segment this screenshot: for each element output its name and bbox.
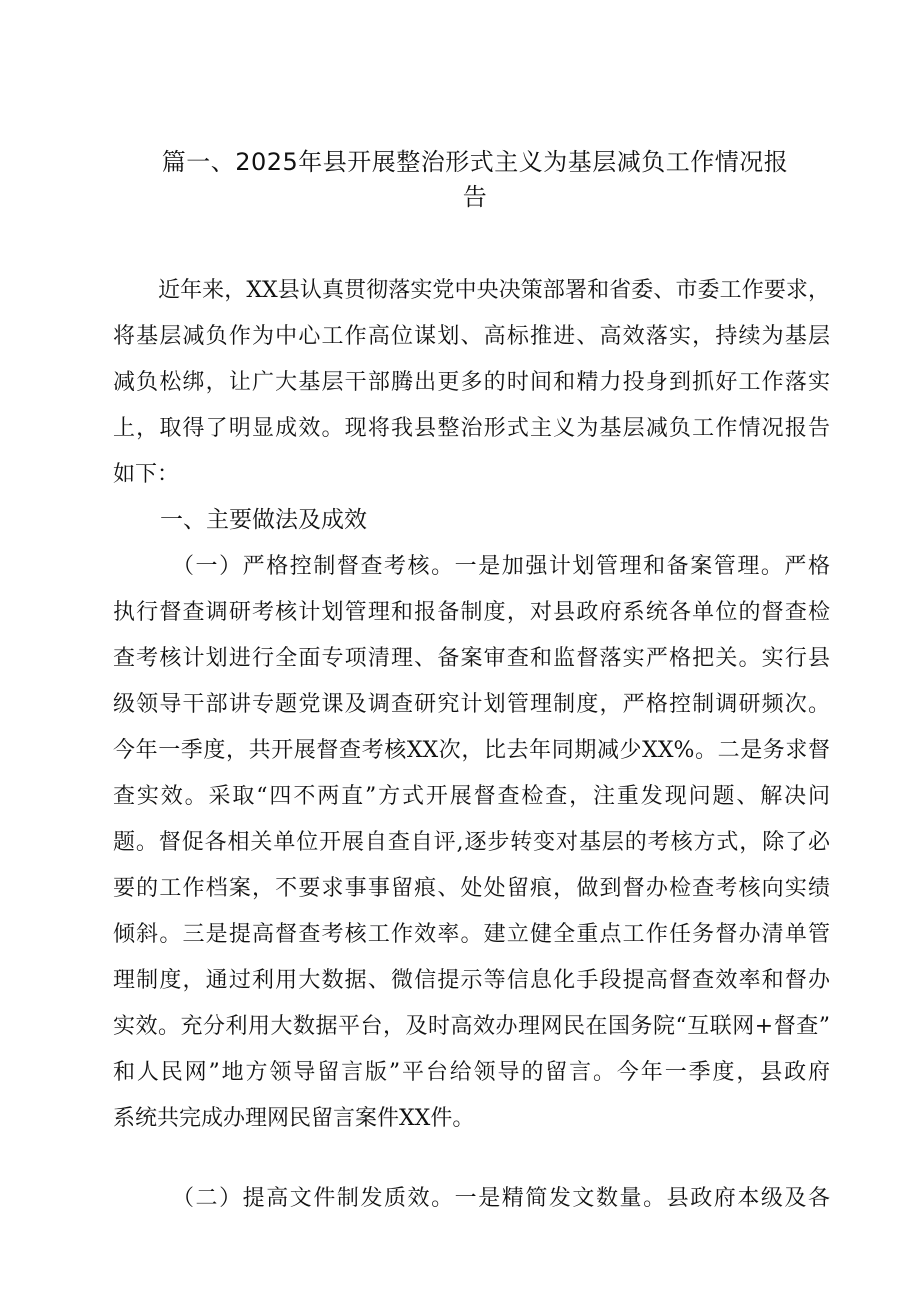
paragraph-line: 理制度，通过利用大数据、微信提示等信息化手段提高督查效率和督办 (113, 968, 830, 993)
document-title: 篇一、2025年县开展整治形式主义为基层减负工作情况报 (161, 148, 789, 176)
paragraph-line: 查实效。采取“四不两直”方式开展督查检查，注重发现问题、解决问 (113, 784, 830, 809)
paragraph-line: 近年来，XX县认真贯彻落实党中央决策部署和省委、市委工作要求， (158, 278, 830, 303)
paragraph-line: 查考核计划进行全面专项清理、备案审查和监督落实严格把关。实行县 (113, 646, 830, 671)
paragraph-line: （一）严格控制督查考核。一是加强计划管理和备案管理。严格 (172, 554, 830, 579)
paragraph-line: 级领导干部讲专题党课及调查研究计划管理制度，严格控制调研频次。 (113, 692, 830, 717)
paragraph-line: 要的工作档案，不要求事事留痕、处处留痕，做到督办检查考核向实绩 (113, 876, 830, 901)
paragraph-line: 如下： (113, 462, 180, 487)
document-title-continuation: 告 (462, 183, 488, 211)
paragraph-line: 将基层减负作为中心工作高位谋划、高标推进、高效落实，持续为基层 (113, 324, 830, 349)
paragraph-line: 执行督查调研考核计划管理和报备制度，对县政府系统各单位的督查检 (113, 600, 830, 625)
paragraph-line: 减负松绑，让广大基层干部腾出更多的时间和精力投身到抓好工作落实 (113, 370, 830, 395)
paragraph-line: 题。督促各相关单位开展自查自评,逐步转变对基层的考核方式，除了必 (113, 830, 830, 855)
section-heading: 一、主要做法及成效 (160, 507, 367, 533)
paragraph-line: 实效。充分利用大数据平台，及时高效办理网民在国务院“互联网+督查” (113, 1014, 830, 1039)
paragraph-line: 今年一季度，共开展督查考核XX次，比去年同期减少XX%。二是务求督 (113, 738, 830, 763)
paragraph-line: 系统共完成办理网民留言案件XX件。 (113, 1106, 475, 1131)
paragraph-line: （二）提高文件制发质效。一是精简发文数量。县政府本级及各 (172, 1186, 830, 1211)
paragraph-line: 和人民网”地方领导留言版”平台给领导的留言。今年一季度，县政府 (113, 1060, 830, 1085)
paragraph-line: 上，取得了明显成效。现将我县整治形式主义为基层减负工作情况报告 (113, 416, 830, 441)
paragraph-line: 倾斜。三是提高督查考核工作效率。建立健全重点工作任务督办清单管 (113, 922, 830, 947)
